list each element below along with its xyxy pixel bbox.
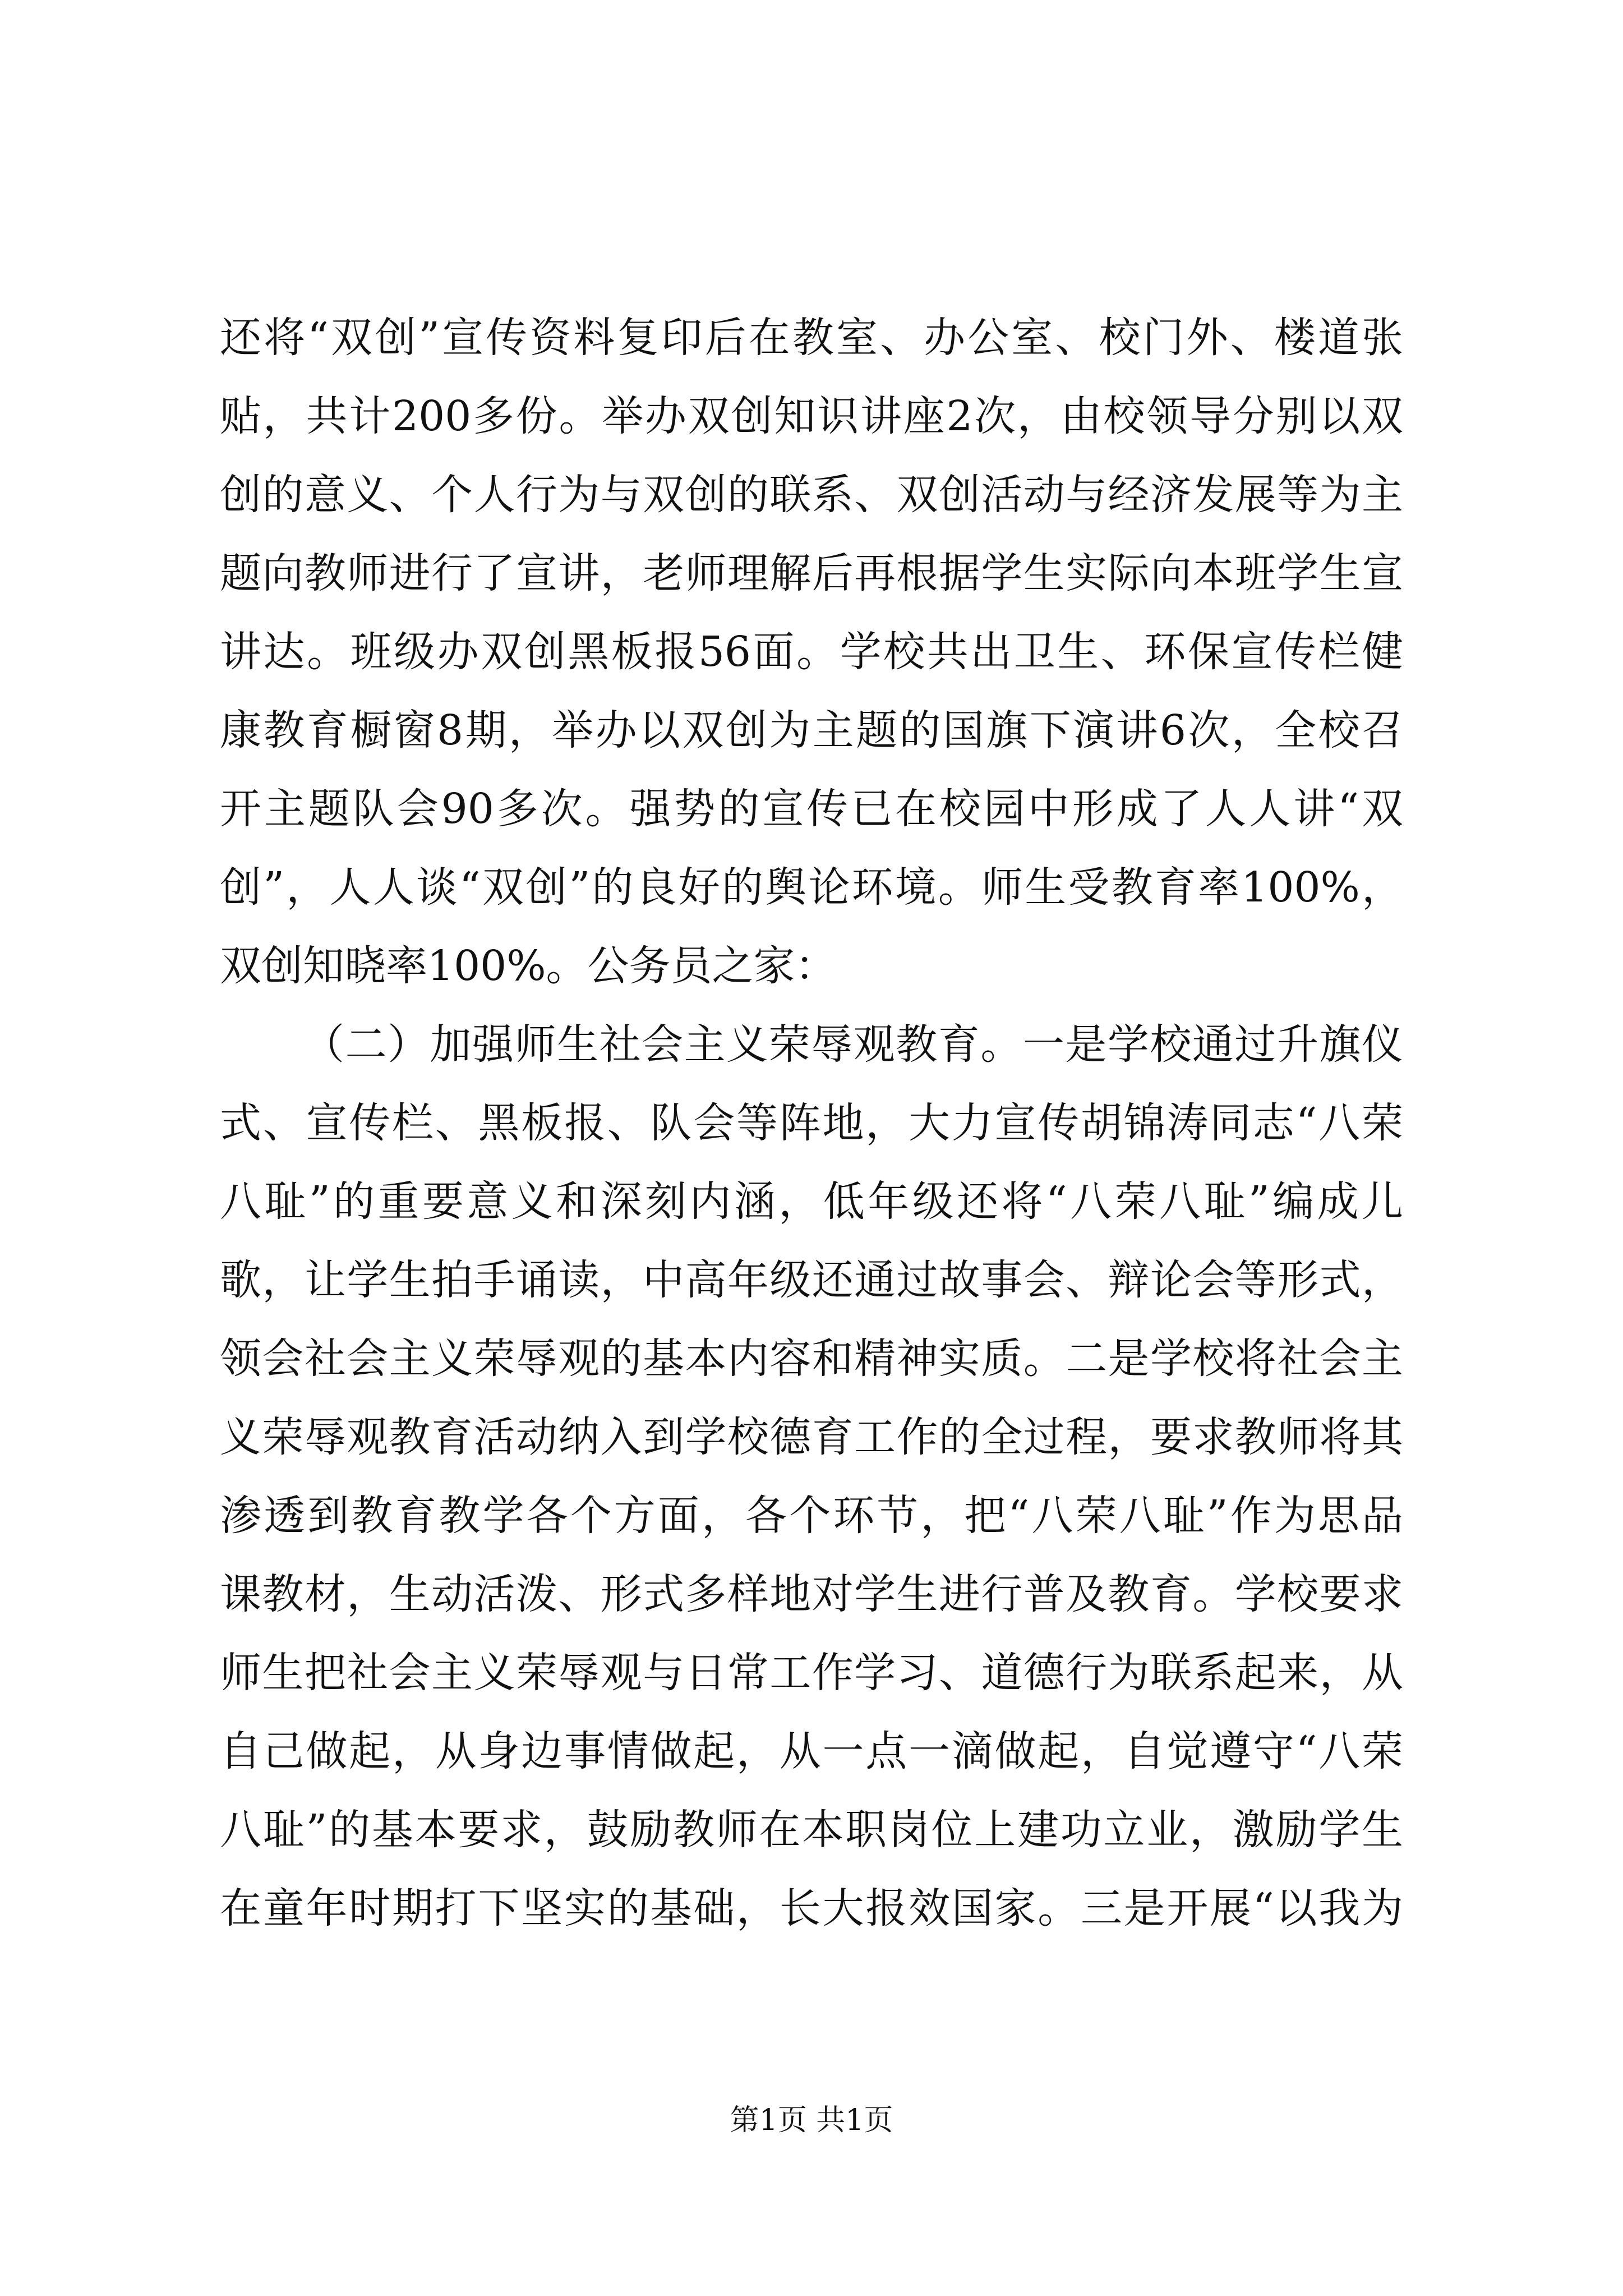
body-text-line: 贴，共计200多份。举办双创知识讲座2次，由校领导分别以双 <box>220 392 1403 440</box>
body-text-line: 八耻”的重要意义和深刻内涵，低年级还将“八荣八耻”编成儿 <box>220 1177 1403 1226</box>
body-text-line: 八耻”的基本要求，鼓励教师在本职岗位上建功立业，激励学生 <box>220 1806 1403 1854</box>
body-text-line: 讲达。班级办双创黑板报56面。学校共出卫生、环保宣传栏健 <box>220 628 1403 676</box>
body-text-line: 创”，人人谈“双创”的良好的舆论环境。师生受教育率100%， <box>220 863 1403 912</box>
body-text-line: 创的意义、个人行为与双创的联系、双创活动与经济发展等为主 <box>220 471 1403 519</box>
paragraph-first-line: （二）加强师生社会主义荣辱观教育。一是学校通过升旗仪 <box>303 1020 1403 1069</box>
body-text-line: 自己做起，从身边事情做起，从一点一滴做起，自觉遵守“八荣 <box>220 1727 1403 1775</box>
body-text-line: 义荣辱观教育活动纳入到学校德育工作的全过程，要求教师将其 <box>220 1413 1403 1461</box>
body-text-line: 师生把社会主义荣辱观与日常工作学习、道德行为联系起来，从 <box>220 1649 1403 1697</box>
body-text-line: 歌，让学生拍手诵读，中高年级还通过故事会、辩论会等形式， <box>220 1256 1403 1304</box>
body-text-line: 开主题队会90多次。强势的宣传已在校园中形成了人人讲“双 <box>220 785 1403 833</box>
body-text-line: 式、宣传栏、黑板报、队会等阵地，大力宣传胡锦涛同志“八荣 <box>220 1099 1403 1147</box>
body-text-line: 渗透到教育教学各个方面，各个环节，把“八荣八耻”作为思品 <box>220 1492 1403 1540</box>
body-text-line: 还将“双创”宣传资料复印后在教室、办公室、校门外、楼道张 <box>220 314 1403 362</box>
body-text-line: 在童年时期打下坚实的基础，长大报效国家。三是开展“以我为 <box>220 1884 1403 1932</box>
body-text-line: 课教材，生动活泼、形式多样地对学生进行普及教育。学校要求 <box>220 1570 1403 1618</box>
body-text-line: 题向教师进行了宣讲，老师理解后再根据学生实际向本班学生宣 <box>220 549 1403 597</box>
body-text-line: 领会社会主义荣辱观的基本内容和精神实质。二是学校将社会主 <box>220 1335 1403 1383</box>
body-text-line: 康教育橱窗8期，举办以双创为主题的国旗下演讲6次，全校召 <box>220 706 1403 754</box>
body-text-line: 双创知晓率100%。公务员之家： <box>220 942 837 990</box>
page-footer: 第1页 共1页 <box>730 2104 893 2137</box>
